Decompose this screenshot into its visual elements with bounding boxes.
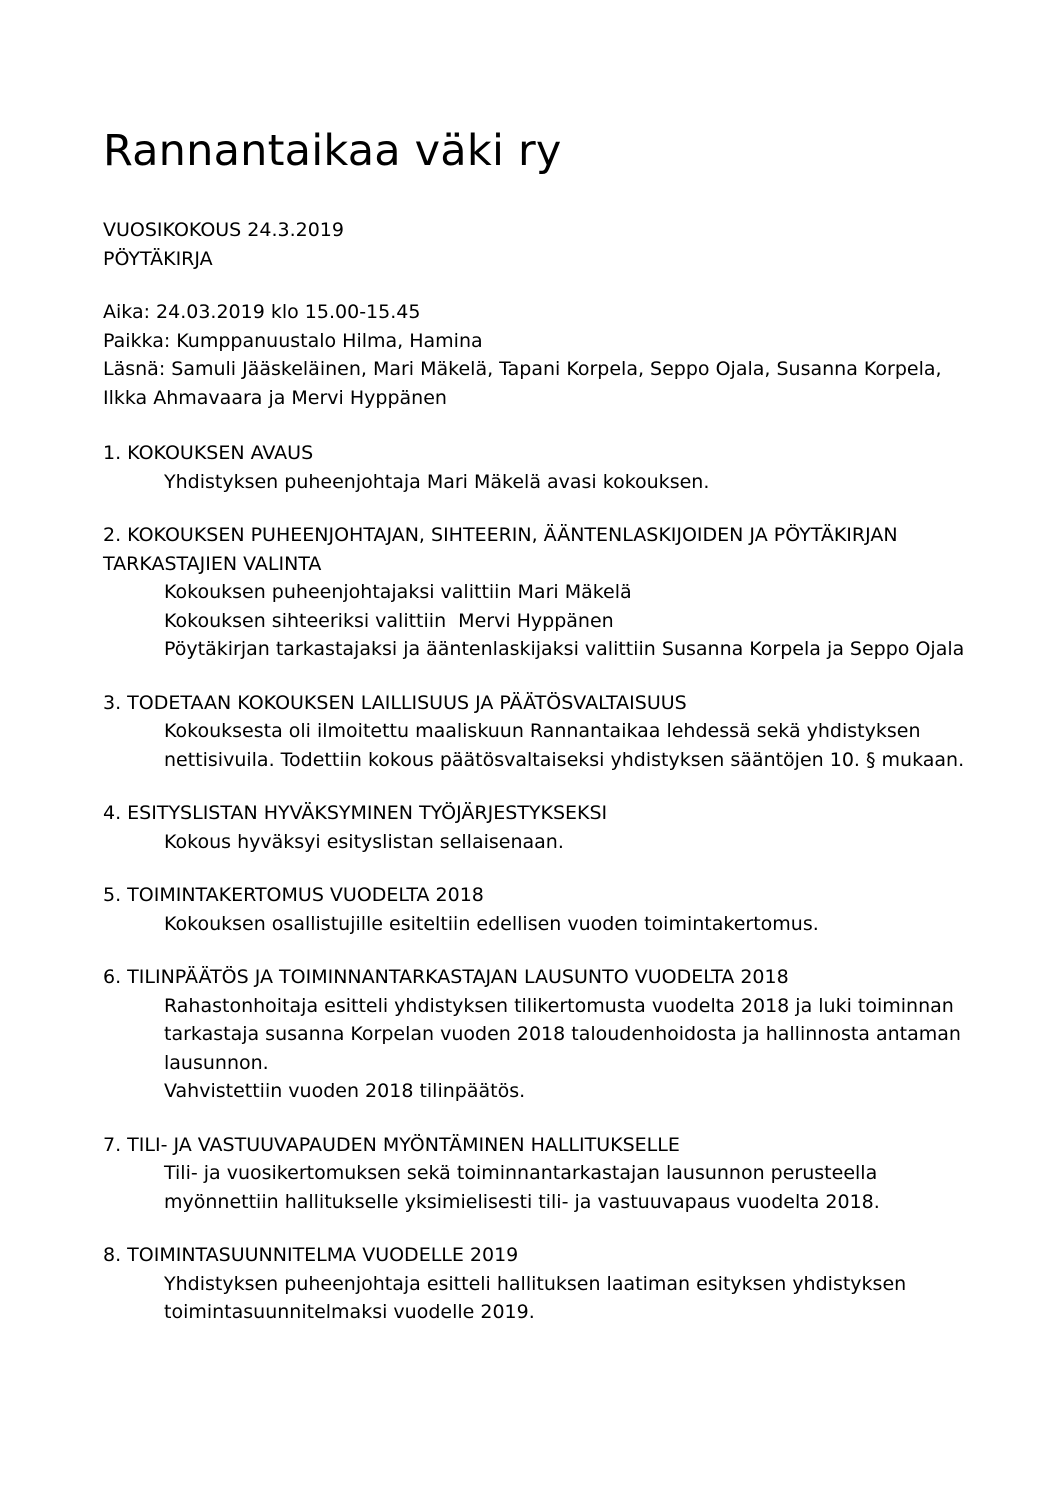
- agenda-section: [103, 439, 1003, 496]
- section-heading: 3. TODETAAN KOKOUKSEN LAILLISUUS JA PÄÄTÖSVALTAISUUS: [103, 691, 687, 714]
- section-heading: 6. TILINPÄÄTÖS JA TOIMINNANTARKASTAJAN LAUSUNTO VUODELTA 2018: [103, 966, 789, 988]
- section-body-line: tarkastaja susanna Korpelan vuoden 2018 taloudenhoidosta ja hallinnosta antaman: [164, 1023, 961, 1045]
- section-heading: 5. TOIMINTAKERTOMUS VUODELTA 2018: [103, 884, 484, 906]
- document-page: [103, 122, 1003, 1327]
- agenda-sections: [103, 439, 1003, 1327]
- document-type: PÖYTÄKIRJA: [103, 247, 213, 270]
- agenda-section: [103, 1131, 1003, 1217]
- section-body-line: Kokous hyväksyi esityslistan sellaisenaan.: [164, 830, 564, 853]
- section-body-line: lausunnon.: [164, 1051, 269, 1074]
- section-body-line: Kokouksen osallistujille esiteltiin edellisen vuoden toimintakertomus.: [164, 912, 819, 935]
- section-heading: 7. TILI- JA VASTUUVAPAUDEN MYÖNTÄMINEN HALLITUKSELLE: [103, 1133, 680, 1156]
- meeting-time: Aika: 24.03.2019 klo 15.00-15.45: [103, 301, 421, 323]
- section-body-line: nettisivuila. Todettiin kokous päätösvaltaiseksi yhdistyksen sääntöjen 10. § mukaan.: [164, 748, 965, 771]
- section-heading: 1. KOKOUKSEN AVAUS: [103, 442, 314, 464]
- attendees-line-2: Ilkka Ahmavaara ja Mervi Hyppänen: [103, 386, 447, 409]
- section-body-line: Kokouksesta oli ilmoitettu maaliskuun Rannantaikaa lehdessä sekä yhdistyksen: [164, 720, 921, 742]
- section-heading: 4. ESITYSLISTAN HYVÄKSYMINEN TYÖJÄRJESTYKSEKSI: [103, 802, 608, 824]
- section-body-line: Yhdistyksen puheenjohtaja esitteli hallituksen laatiman esityksen yhdistyksen: [164, 1272, 907, 1295]
- agenda-section: [103, 881, 1003, 938]
- section-heading: 8. TOIMINTASUUNNITELMA VUODELLE 2019: [103, 1244, 519, 1266]
- section-body-line: Pöytäkirjan tarkastajaksi ja ääntenlaskijaksi valittiin Susanna Korpela ja Seppo Ojala: [164, 638, 965, 660]
- agenda-section: [103, 689, 1003, 775]
- section-body-line: Yhdistyksen puheenjohtaja Mari Mäkelä avasi kokouksen.: [164, 470, 710, 493]
- agenda-section: [103, 963, 1003, 1106]
- section-body-line: toimintasuunnitelmaksi vuodelle 2019.: [164, 1301, 535, 1323]
- attendees-line-1: Läsnä: Samuli Jääskeläinen, Mari Mäkelä, Tapani Korpela, Seppo Ojala, Susanna Korpela,: [103, 358, 942, 380]
- agenda-section: [103, 521, 1003, 664]
- document-header: [103, 216, 1003, 273]
- section-heading: TARKASTAJIEN VALINTA: [103, 552, 322, 575]
- section-body-line: Kokouksen puheenjohtajaksi valittiin Mari Mäkelä: [164, 581, 632, 603]
- section-body-line: myönnettiin hallitukselle yksimielisesti tili- ja vastuuvapaus vuodelta 2018.: [164, 1190, 880, 1213]
- meeting-place: Paikka: Kumppanuustalo Hilma, Hamina: [103, 329, 483, 352]
- section-body-line: Vahvistettiin vuoden 2018 tilinpäätös.: [164, 1080, 526, 1102]
- agenda-section: [103, 1241, 1003, 1327]
- meeting-details: [103, 298, 1003, 412]
- section-body-line: Tili- ja vuosikertomuksen sekä toiminnantarkastajan lausunnon perusteella: [164, 1162, 878, 1184]
- section-heading: 2. KOKOUKSEN PUHEENJOHTAJAN, SIHTEERIN, ÄÄNTENLASKIJOIDEN JA PÖYTÄKIRJAN: [103, 524, 898, 546]
- meeting-name: VUOSIKOKOUS 24.3.2019: [103, 219, 344, 241]
- document-title: Rannantaikaa väki ry: [103, 126, 562, 176]
- section-body-line: Kokouksen sihteeriksi valittiin Mervi Hyppänen: [164, 609, 614, 632]
- section-body-line: Rahastonhoitaja esitteli yhdistyksen tilikertomusta vuodelta 2018 ja luki toiminnan: [164, 994, 954, 1017]
- agenda-section: [103, 799, 1003, 856]
